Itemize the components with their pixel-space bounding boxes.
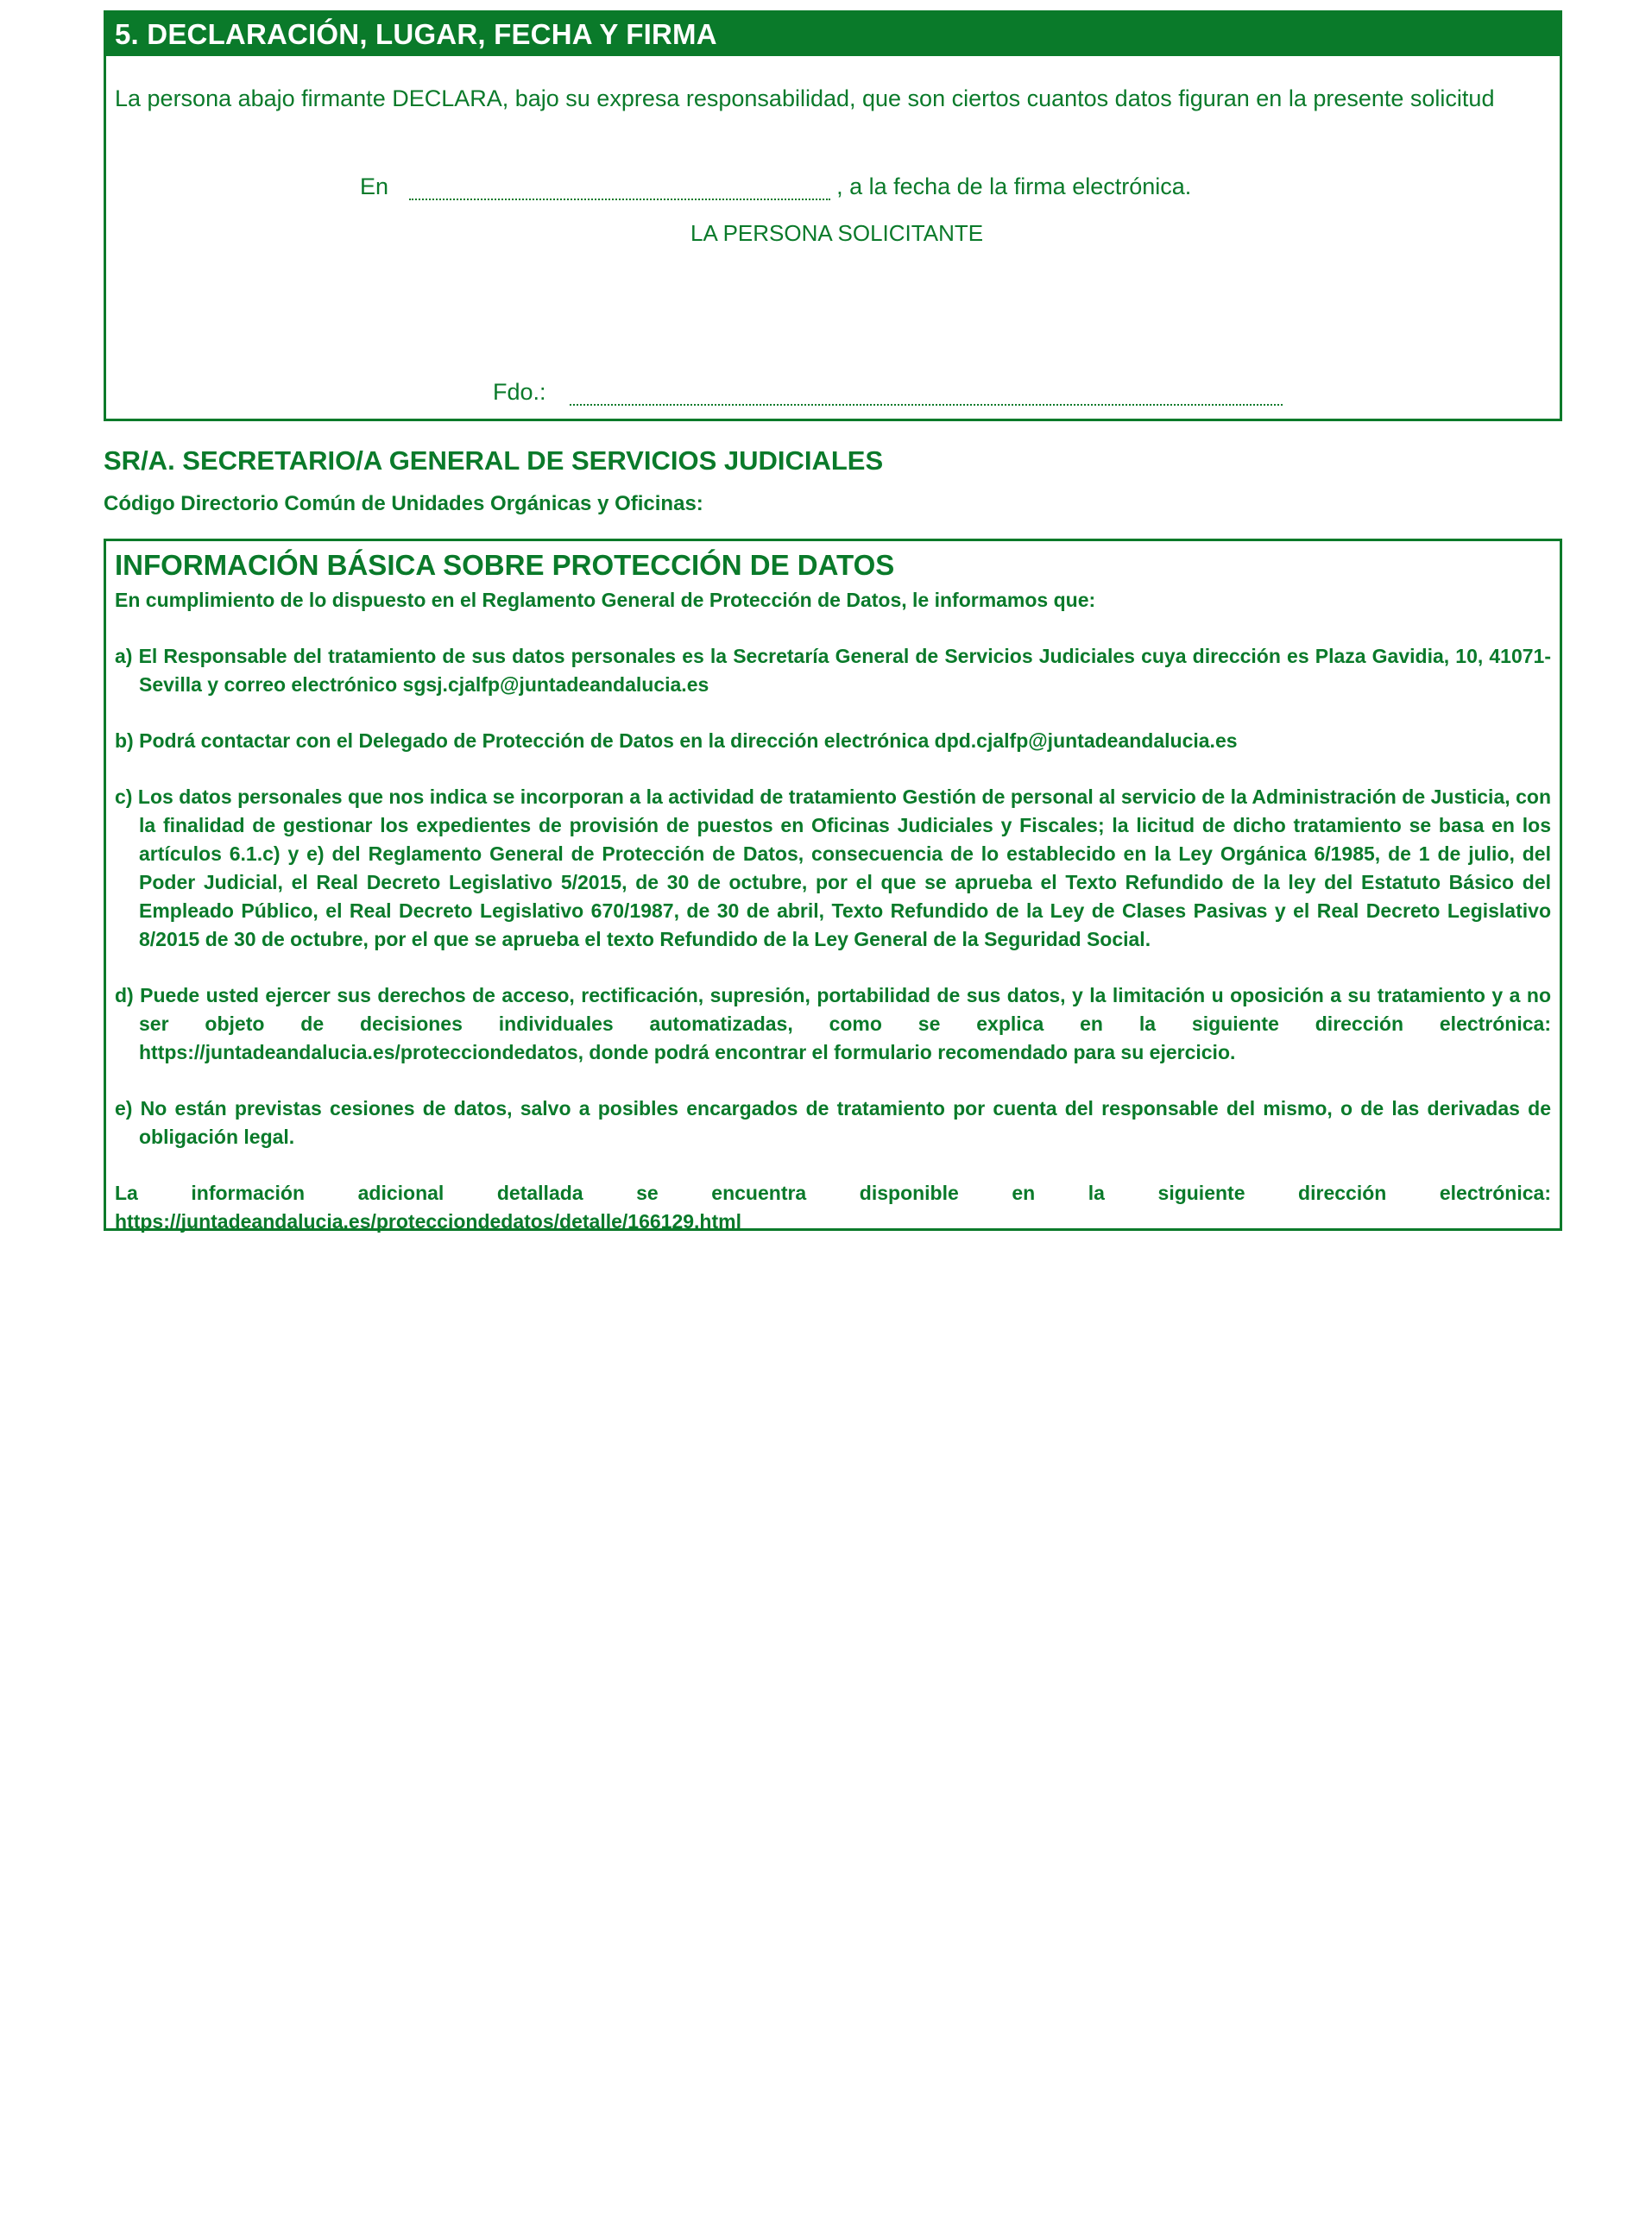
data-protection-item-b: b) Podrá contactar con el Delegado de Protección de Datos en la dirección electrónica dpd.cjalfp@juntadeandalucia.es — [115, 729, 1238, 752]
data-protection-box — [104, 539, 1562, 1231]
data-protection-additional: La información adicional detallada se encuentra disponible en la siguiente dirección electrónica: https://juntadeandalucia.es/protecciondedatos/detalle/166129.html — [115, 1182, 1551, 1233]
data-protection-intro: En cumplimiento de lo dispuesto en el Reglamento General de Protección de Datos, le informamos que: — [115, 589, 1096, 611]
signature-field[interactable] — [570, 382, 1283, 406]
directory-code-label: Código Directorio Común de Unidades Orgánicas y Oficinas: — [104, 492, 703, 515]
place-label: En — [360, 173, 389, 199]
data-protection-title: INFORMACIÓN BÁSICA SOBRE PROTECCIÓN DE DATOS — [115, 549, 895, 581]
data-protection-item-e: e) No están previstas cesiones de datos, salvo a posibles encargados de tratamiento por cuenta del responsable del mismo, o de las derivadas de obligación legal. — [115, 1097, 1551, 1148]
data-protection-item-c: c) Los datos personales que nos indica se incorporan a la actividad de tratamiento Gestión de personal al servicio de la Administración de Justicia, con la finalidad de gestionar los expedientes de provisión de puestos en Oficinas Judiciales y Fiscales; la licitud de dicho tratamiento se basa en los artículos 6.1.c) y e) del Reglamento General de Protección de Datos, consecuencia de lo establecido en la Ley Orgánica 6/1985, de 1 de julio, del Poder Judicial, el Real Decreto Legislativo 5/2015, de 30 de octubre, por el que se aprueba el Texto Refundido de la ley del Estatuto Básico del Empleado Público, el Real Decreto Legislativo 670/1987, de 30 de abril, Texto Refundido de la Ley de Clases Pasivas y el Real Decreto Legislativo 8/2015 de 30 de octubre, por el que se aprueba el texto Refundido de la Ley General de la Seguridad Social. — [115, 785, 1551, 950]
data-protection-item-a: a) El Responsable del tratamiento de sus datos personales es la Secretaría General de Servicios Judiciales cuya dirección es Plaza Gavidia, 10, 41071-Sevilla y correo electrónico sgsj.cjalfp@juntadeandalucia.es — [115, 645, 1551, 696]
date-suffix: , a la fecha de la firma electrónica. — [836, 173, 1192, 199]
declaration-section — [104, 10, 1562, 421]
declaration-text: La persona abajo firmante DECLARA, bajo su expresa responsabilidad, que son ciertos cuantos datos figuran en la presente solicitud — [115, 85, 1495, 111]
applicant-label: LA PERSONA SOLICITANTE — [690, 220, 984, 246]
data-protection-item-d: d) Puede usted ejercer sus derechos de acceso, rectificación, supresión, portabilidad de sus datos, y la limitación u oposición a su tratamiento y a no ser objeto de decisiones individuales automatizadas, como se explica en la siguiente dirección electrónica: https://juntadeandalucia.es/protecciondedatos, donde podrá encontrar el formulario recomendado para su ejercicio. — [115, 984, 1551, 1063]
signature-row — [493, 379, 1283, 406]
place-field[interactable] — [409, 176, 830, 200]
addressee-title: SR/A. SECRETARIO/A GENERAL DE SERVICIOS JUDICIALES — [104, 445, 884, 476]
signed-label: Fdo.: — [493, 379, 546, 405]
section-header: 5. DECLARACIÓN, LUGAR, FECHA Y FIRMA — [106, 13, 1560, 56]
place-row — [360, 173, 1191, 200]
